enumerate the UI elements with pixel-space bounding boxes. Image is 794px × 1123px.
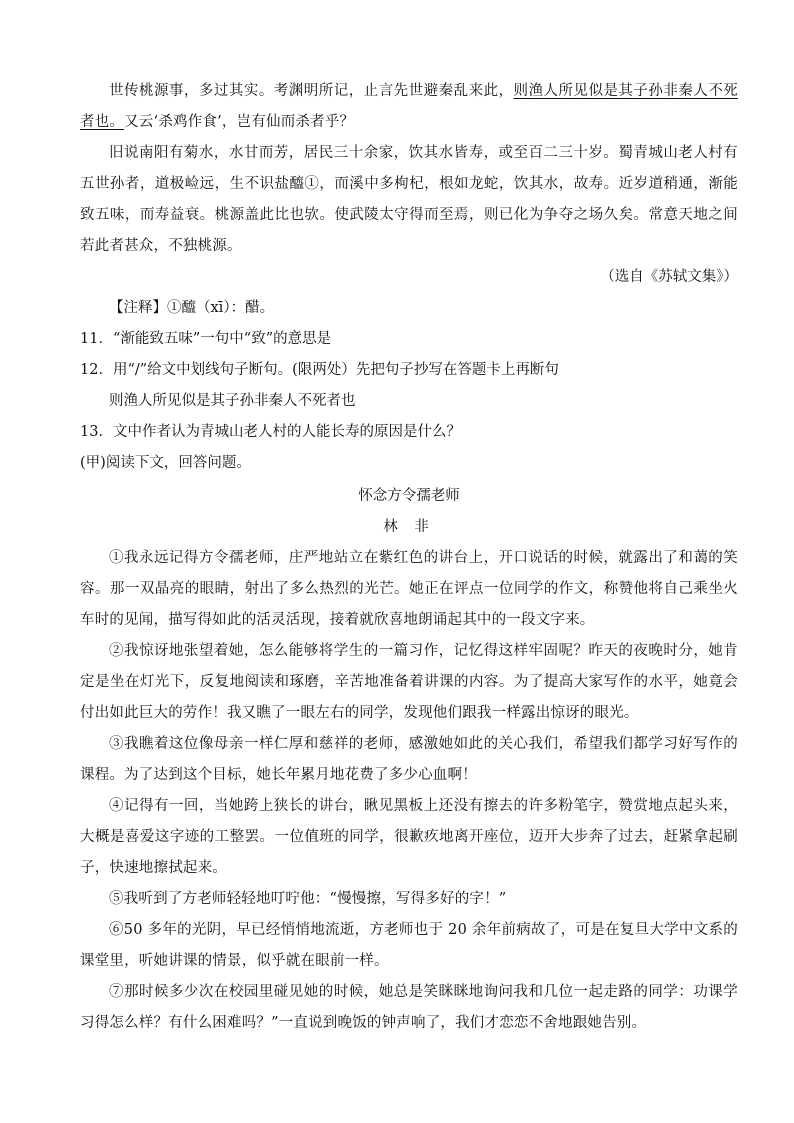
passage1-paragraph-1: [80, 76, 738, 138]
p1-text-start: 世传桃源事，多过其实。考渊明所记，止言先世避秦乱来此，: [109, 83, 514, 99]
underlined-sentence: 则渔人所见似是其子孙非秦人不死者也。: [80, 83, 739, 130]
question-12-sentence: 则渔人所见似是其子孙非秦人不死者也: [109, 393, 356, 409]
article-paragraph-4: ④记得有一回，当她跨上狭长的讲台，瞅见黑板上还没有擦去的许多粉笔字，赞赏地点起头来，大概是喜爱这字迹的工整罢。一位值班的同学，很歉疚地离开座位，迈开大步奔了过去，赶紧拿起刷子，快速地擦拭起来。: [80, 798, 738, 876]
article-paragraph-7: ⑦那时候多少次在校园里碰见她的时候，她总是笑眯眯地询问我和几位一起走路的同学：功课学习得怎么样？有什么困难吗？”一直说到晚饭的钟声响了，我们才恋恋不舍地跟她告别。: [80, 984, 738, 1031]
article-paragraph-1: ①我永远记得方令孺老师，庄严地站立在紫红色的讲台上，开口说话的时候，就露出了和蔼的笑容。那一双晶亮的眼睛，射出了多么热烈的光芒。她正在评点一位同学的作文，称赞他将自己乘坐火车时的见闻，描写得如此的活灵活现，接着就欣喜地朗诵起其中的一段文字来。: [80, 550, 738, 628]
article-paragraph-3: ③我瞧着这位像母亲一样仁厚和慈祥的老师，感激她如此的关心我们，希望我们都学习好写作的课程。为了达到这个目标，她长年累月地花费了多少心血啊！: [80, 736, 738, 783]
source-citation: （选自《苏轼文集》）: [600, 269, 738, 285]
p1-text-end: 又云‘杀鸡作食’，岂有仙而杀者乎？: [124, 114, 355, 130]
section-instruction: (甲)阅读下文，回答问题。: [80, 455, 251, 471]
question-12: 12．用“/”给文中划线句子断句。(限两处）先把句子抄写在答题卡上再断句: [80, 362, 559, 378]
article-paragraph-6: ⑥50 多年的光阴，早已经悄悄地流逝，方老师也于 20 余年前病故了，可是在复旦大学中文系的课堂里，听她讲课的情景，似乎就在眼前一样。: [80, 922, 738, 969]
passage1-paragraph-2: 旧说南阳有菊水，水甘而芳，居民三十余家，饮其水皆寿，或至百二三十岁。蜀青城山老人村有五世孙者，道极崄远，生不识盐醯①，而溪中多枸杞，根如龙蛇，饮其水，故寿。近岁道稍通，渐能致五味，而寿益衰。桃源盖此比也欤。使武陵太守得而至焉，则已化为争夺之场久矣。常意天地之间若此者甚众，不独桃源。: [80, 145, 738, 254]
article-paragraph-5: ⑤我听到了方老师轻轻地叮咛他：“慢慢擦，写得多好的字！”: [109, 891, 507, 907]
article-title: 怀念方令孺老师: [358, 488, 460, 504]
question-11: 11．“渐能致五味”一句中“致”的意思是: [80, 331, 332, 347]
question-13: 13．文中作者认为青城山老人村的人能长寿的原因是什么？: [80, 424, 461, 440]
article-author: 林 非: [383, 519, 435, 535]
article-paragraph-2: ②我惊讶地张望着她，怎么能够将学生的一篇习作，记忆得这样牢固呢？昨天的夜晚时分，她肯定是坐在灯光下，反复地阅读和琢磨，辛苦地准备着讲课的内容。为了提高大家写作的水平，她竟会付出如此巨大的劳作！我又瞧了一眼左右的同学，发现他们跟我一样露出惊讶的眼光。: [80, 643, 738, 721]
annotation-note: 【注释】①醯（xī）：醋。: [109, 300, 275, 316]
